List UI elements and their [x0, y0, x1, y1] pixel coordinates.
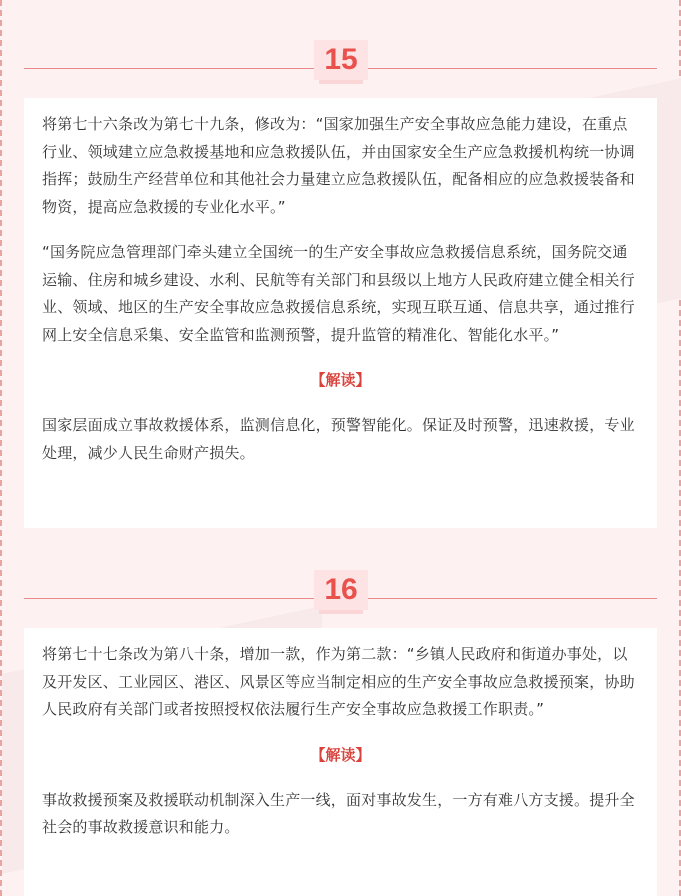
section-number: 15 [324, 43, 358, 76]
section-header-15 [24, 40, 657, 100]
section-header-16 [24, 570, 657, 630]
section-number: 16 [324, 573, 358, 606]
interpretation-text: 国家层面成立事故救援体系，监测信息化，预警智能化。保证及时预警，迅速救援，专业处理，减少人民生命财产损失。 [42, 416, 635, 462]
interpretation-heading: 【解读】 [310, 371, 371, 389]
section-card-15 [24, 98, 657, 528]
article-paragraph: 将第七十七条改为第八十条，增加一款，作为第二款：“乡镇人民政府和街道办事处，以及开发区、工业园区、港区、风景区等应当制定相应的生产安全事故应急救援预案，协助人民政府有关部门或者按照授权依法履行生产安全事故应急救援工作职责。” [42, 645, 635, 718]
article-paragraph: 将第七十六条改为第七十九条，修改为：“国家加强生产安全事故应急能力建设，在重点行业、领域建立应急救援基地和应急救援队伍，并由国家安全生产应急救援机构统一协调指挥；鼓励生产经营单位和其他社会力量建立应急救援队伍，配备相应的应急救援装备和物资，提高应急救援的专业化水平。” [42, 115, 635, 216]
section-card-16 [24, 628, 657, 896]
interpretation-text: 事故救援预案及救援联动机制深入生产一线，面对事故发生，一方有难八方支援。提升全社会的事故救援意识和能力。 [42, 790, 635, 836]
article-paragraph: “国务院应急管理部门牵头建立全国统一的生产安全事故应急救援信息系统，国务院交通运输、住房和城乡建设、水利、民航等有关部门和县级以上地方人民政府建立健全相关行业、领域、地区的生产安全事故应急救援信息系统，实现互联互通、信息共享，通过推行网上安全信息采集、安全监管和监测预警，提升监管的精准化、智能化水平。” [42, 243, 635, 344]
interpretation-heading: 【解读】 [310, 745, 371, 764]
